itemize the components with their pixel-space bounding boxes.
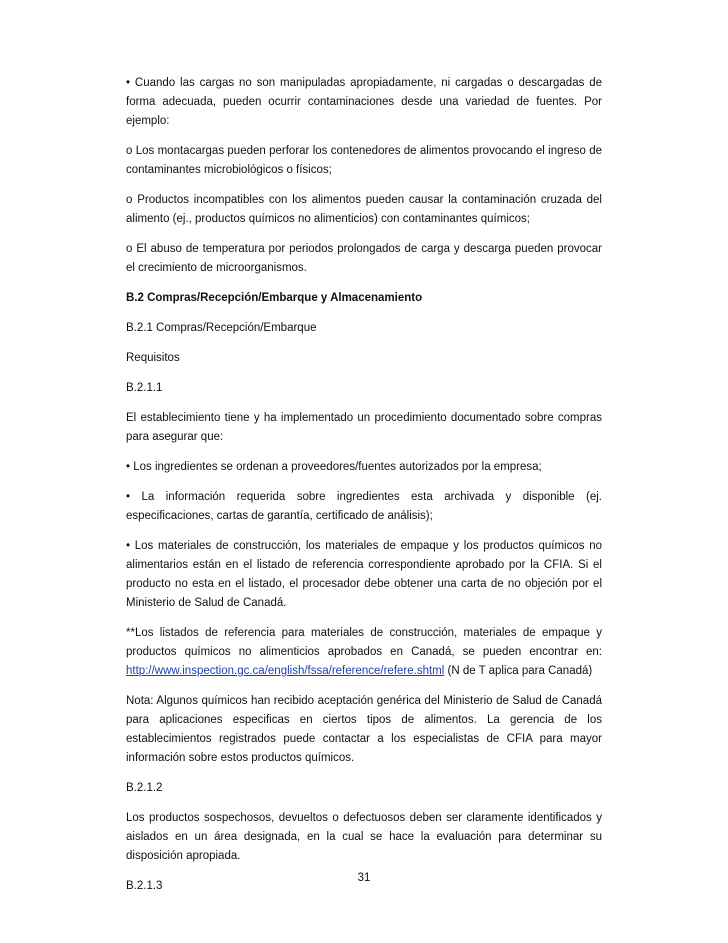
document-page [126,74,602,907]
page-number: 31 [357,872,371,884]
subsection-heading-b21: B.2.1 Compras/Recepción/Embarque [126,322,317,334]
clause-number-b211: B.2.1.1 [126,382,163,394]
reference-link[interactable]: http://www.inspection.gc.ca/english/fssa/reference/refere.shtml [126,665,445,677]
paragraph-productos-sospechosos: Los productos sospechosos, devueltos o defectuosos deben ser claramente identificados y aislados en un área designada, en la cual se hace la evaluación para determinar su disposición apropiada. [126,812,602,862]
listados-suffix: (N de T aplica para Canadá) [444,665,593,677]
bullet-materiales-construccion: • Los materiales de construcción, los materiales de empaque y los productos químicos no alimentarios están en el listado de referencia correspondiente aprobado por la CFIA. Si el producto no esta en el listado, el procesador debe obtener una carta de no objeción por el Ministerio de Salud de Canadá. [126,540,602,609]
paragraph-listados-referencia [126,624,602,681]
requisitos-label: Requisitos [126,352,180,364]
listados-text: **Los listados de referencia para materiales de construcción, materiales de empaque y productos químicos no alimenticios aprobados en Canadá, se pueden encontrar en: [126,627,602,658]
bullet-ingredientes: • Los ingredientes se ordenan a proveedores/fuentes autorizados por la empresa; [126,461,542,473]
paragraph-procedimiento-compras: El establecimiento tiene y ha implementado un procedimiento documentado sobre compras para asegurar que: [126,412,602,443]
paragraph-nota: Nota: Algunos químicos han recibido aceptación genérica del Ministerio de Salud de Canadá para aplicaciones especificas en ciertos tipos de alimentos. La gerencia de los establecimientos registrados puede contactar a los especialistas de CFIA para mayor información sobre estos productos químicos. [126,695,602,764]
clause-number-b213: B.2.1.3 [126,880,163,892]
bullet-informacion-requerida: • La información requerida sobre ingredientes esta archivada y disponible (ej. especificaciones, cartas de garantía, certificado de análisis); [126,491,602,522]
clause-number-b212: B.2.1.2 [126,782,163,794]
bullet-paragraph-cargas: • Cuando las cargas no son manipuladas apropiadamente, ni cargadas o descargadas de forma adecuada, pueden ocurrir contaminaciones desde una variedad de fuentes. Por ejemplo: [126,77,602,127]
subpoint-montacargas: o Los montacargas pueden perforar los contenedores de alimentos provocando el ingreso de contaminantes microbiológicos o físicos; [126,145,602,176]
subpoint-productos-incompatibles: o Productos incompatibles con los alimentos pueden causar la contaminación cruzada del alimento (ej., productos químicos no alimenticios) con contaminantes químicos; [126,194,602,225]
section-heading-b2: B.2 Compras/Recepción/Embarque y Almacenamiento [126,292,423,304]
subpoint-abuso-temperatura: o El abuso de temperatura por periodos prolongados de carga y descarga pueden provocar el crecimiento de microorganismos. [126,243,602,274]
